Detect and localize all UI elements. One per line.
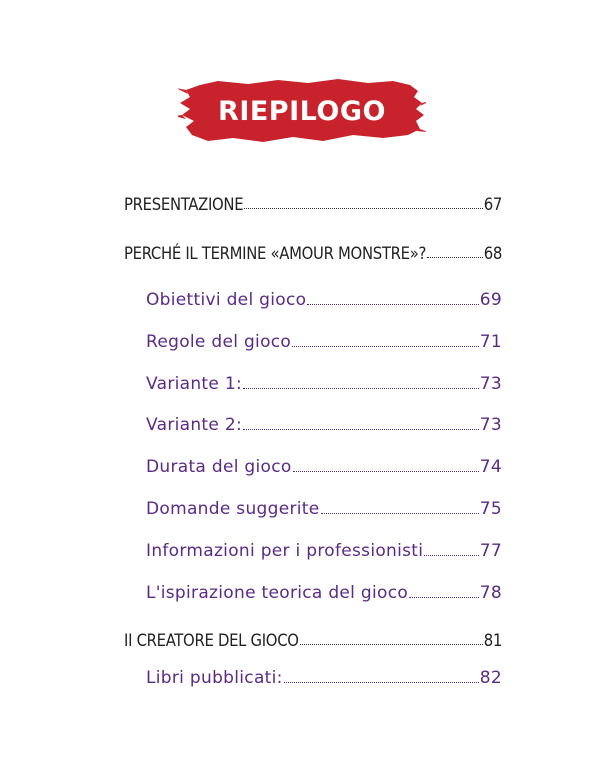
toc-entry-presentazione[interactable]	[124, 190, 502, 214]
toc-entry-label: Libri pubblicati:	[146, 668, 283, 688]
toc-entry-regole[interactable]	[146, 328, 502, 352]
toc-entry-ispirazione[interactable]	[146, 579, 502, 603]
toc-entry-page: 77	[479, 541, 502, 561]
toc-entry-page: 75	[479, 499, 502, 519]
toc-entry-label: Obiettivi del gioco	[146, 290, 307, 310]
page-title: RIEPILOGO	[218, 95, 386, 127]
toc-entry-label: Regole del gioco	[146, 332, 292, 352]
dot-leader	[300, 644, 483, 645]
dot-leader	[292, 346, 479, 347]
toc-entry-page: 71	[479, 332, 502, 352]
toc-entry-page: 67	[483, 195, 502, 214]
toc-entry-label: Domande suggerite	[146, 499, 320, 519]
toc-entry-informazioni[interactable]	[146, 537, 502, 561]
toc-entry-label: PRESENTAZIONE	[124, 195, 244, 214]
toc-entry-label: Variante 2:	[146, 415, 243, 435]
dot-leader	[293, 471, 479, 472]
toc-entry-label: Informazioni per i professionisti	[146, 541, 424, 561]
dot-leader	[244, 208, 482, 209]
toc-entry-page: 73	[479, 415, 502, 435]
dot-leader	[243, 388, 479, 389]
toc-entry-label: Variante 1:	[146, 374, 243, 394]
toc-entry-page: 73	[479, 374, 502, 394]
toc-entry-creatore[interactable]	[124, 626, 502, 650]
toc-entry-perche-termine[interactable]	[124, 239, 502, 263]
dot-leader	[409, 597, 479, 598]
dot-leader	[424, 555, 478, 556]
toc-entry-page: 69	[479, 290, 502, 310]
toc-entry-variante-1[interactable]	[146, 370, 502, 394]
toc-entry-label: PERCHÉ IL TERMINE «AMOUR MONSTRE»?	[124, 244, 427, 263]
toc-entry-page: 74	[479, 457, 502, 477]
dot-leader	[427, 257, 483, 258]
toc-entry-libri[interactable]	[146, 664, 502, 688]
dot-leader	[284, 682, 479, 683]
toc-entry-page: 82	[479, 668, 502, 688]
dot-leader	[307, 304, 478, 305]
dot-leader	[243, 429, 479, 430]
toc-entry-page: 68	[483, 244, 502, 263]
toc-entry-label: II CREATORE DEL GIOCO	[124, 631, 299, 650]
dot-leader	[321, 513, 479, 514]
toc-entry-label: Durata del gioco	[146, 457, 292, 477]
toc-entry-page: 78	[479, 583, 502, 603]
toc-entry-variante-2[interactable]	[146, 411, 502, 435]
toc-entry-obiettivi[interactable]	[146, 286, 502, 310]
toc-entry-durata[interactable]	[146, 453, 502, 477]
toc-entry-domande[interactable]	[146, 495, 502, 519]
toc-entry-label: L'ispirazione teorica del gioco	[146, 583, 409, 603]
toc-entry-page: 81	[483, 631, 502, 650]
